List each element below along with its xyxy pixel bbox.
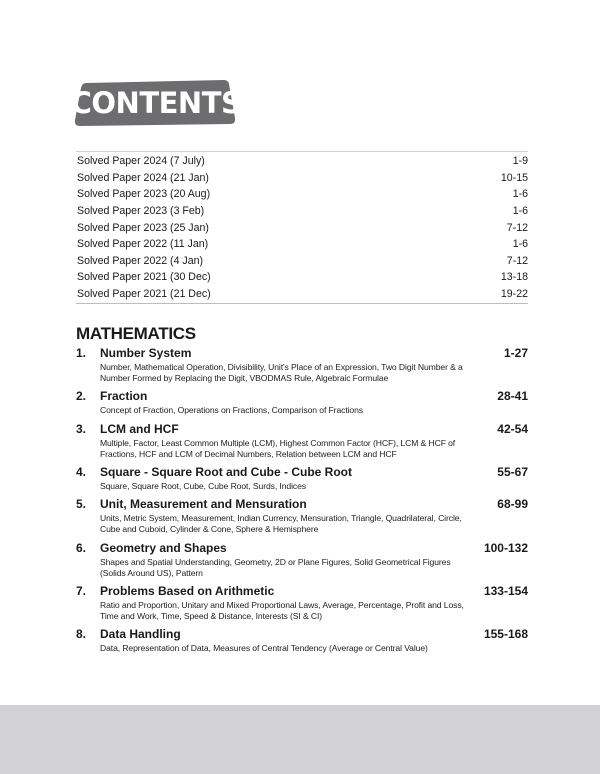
solved-paper-row[interactable] [76,186,528,203]
solved-paper-pages: 10-15 [500,171,528,184]
solved-paper-pages: 19-22 [500,288,528,301]
chapter-pages: 100-132 [483,540,528,555]
chapter-item[interactable] [76,389,528,416]
solved-paper-pages: 1-6 [512,188,528,201]
solved-paper-title: Solved Paper 2024 (7 July) [77,155,205,168]
solved-paper-title: Solved Paper 2021 (21 Dec) [77,288,211,301]
solved-paper-row[interactable] [76,269,528,286]
chapter-number: 8. [76,627,87,642]
solved-paper-title: Solved Paper 2024 (21 Jan) [77,171,209,184]
chapter-number: 2. [76,389,87,404]
chapter-title: Problems Based on Arithmetic [100,584,275,599]
chapter-topics: Data, Representation of Data, Measures of Central Tendency (Average or Central Value) [100,643,428,654]
chapter-title: Geometry and Shapes [100,540,227,555]
chapter-item[interactable] [76,584,528,622]
solved-paper-title: Solved Paper 2023 (20 Aug) [77,188,211,201]
chapter-pages: 133-154 [483,584,528,599]
solved-paper-title: Solved Paper 2021 (30 Dec) [77,271,211,284]
chapter-topics: Number, Mathematical Operation, Divisibility, Unit's Place of an Expression, Two Digit Number & a Number Formed by Replacing the Digit, VBODMAS Rule, Algebraic Formulae [100,362,463,384]
chapter-pages: 155-168 [483,627,528,642]
chapter-topics: Units, Metric System, Measurement, Indian Currency, Mensuration, Triangle, Quadrilateral, Circle, Cube and Cuboid, Cylinder & Cone, Sphere & Hemisphere [100,513,462,535]
chapter-pages: 68-99 [497,497,528,512]
solved-paper-row[interactable] [76,170,528,187]
section-title: MATHEMATICS [76,324,196,343]
chapter-item[interactable] [76,627,528,654]
chapter-number: 1. [76,346,87,360]
chapter-list [76,346,528,660]
chapter-pages: 1-27 [503,346,528,360]
chapter-topics: Square, Square Root, Cube, Cube Root, Surds, Indices [100,481,306,492]
chapter-topics: Shapes and Spatial Understanding, Geometry, 2D or Plane Figures, Solid Geometrical Figures (Solids Around US), Pattern [100,556,451,578]
solved-paper-pages: 1-6 [512,238,528,251]
chapter-title: Number System [100,346,192,360]
chapter-number: 4. [76,465,87,480]
chapter-title: LCM and HCF [100,421,179,436]
chapter-topics: Concept of Fraction, Operations on Fractions, Comparison of Fractions [100,405,363,416]
chapter-title: Unit, Measurement and Mensuration [100,497,307,512]
chapter-title: Square - Square Root and Cube - Cube Root [100,465,353,480]
chapter-number: 6. [76,540,87,555]
footer-band [0,705,600,774]
solved-papers-list [76,151,528,304]
chapter-number: 3. [76,421,87,436]
chapter-item[interactable] [76,465,528,492]
chapter-title: Fraction [100,389,148,404]
chapter-title: Data Handling [100,627,181,642]
chapter-number: 5. [76,497,87,512]
chapter-item[interactable] [76,422,528,460]
chapter-pages: 42-54 [497,421,528,436]
solved-paper-title: Solved Paper 2023 (25 Jan) [77,221,209,234]
chapter-item[interactable] [76,541,528,579]
chapter-pages: 28-41 [497,389,528,404]
chapter-pages: 55-67 [497,465,528,480]
contents-title: CONTENTS [70,86,242,120]
solved-paper-row[interactable] [76,203,528,220]
chapter-topics: Multiple, Factor, Least Common Multiple (LCM), Highest Common Factor (HCF), LCM & HCF of Fractions, HCF and LCM of Decimal Numbers, Relation between LCM and HCF [100,437,456,459]
solved-paper-row[interactable] [76,236,528,253]
solved-paper-row[interactable] [76,253,528,270]
solved-paper-pages: 7-12 [506,221,528,234]
chapter-topics: Ratio and Proportion, Unitary and Mixed Proportional Laws, Average, Percentage, Profit and Loss, Time and Work, Time, Speed & Distance, Interests (SI & CI) [100,600,464,622]
chapter-number: 7. [76,584,87,599]
solved-paper-pages: 1-9 [512,155,528,168]
contents-badge [70,80,242,126]
solved-paper-pages: 7-12 [506,254,528,267]
solved-paper-title: Solved Paper 2023 (3 Feb) [77,205,205,218]
solved-paper-title: Solved Paper 2022 (4 Jan) [77,254,204,267]
solved-paper-pages: 13-18 [500,271,528,284]
solved-paper-title: Solved Paper 2022 (11 Jan) [77,238,209,251]
solved-paper-pages: 1-6 [512,205,528,218]
chapter-item[interactable] [76,346,528,384]
solved-paper-row[interactable] [76,219,528,236]
solved-paper-row[interactable] [76,153,528,170]
solved-paper-row[interactable] [76,286,528,303]
chapter-item[interactable] [76,497,528,535]
